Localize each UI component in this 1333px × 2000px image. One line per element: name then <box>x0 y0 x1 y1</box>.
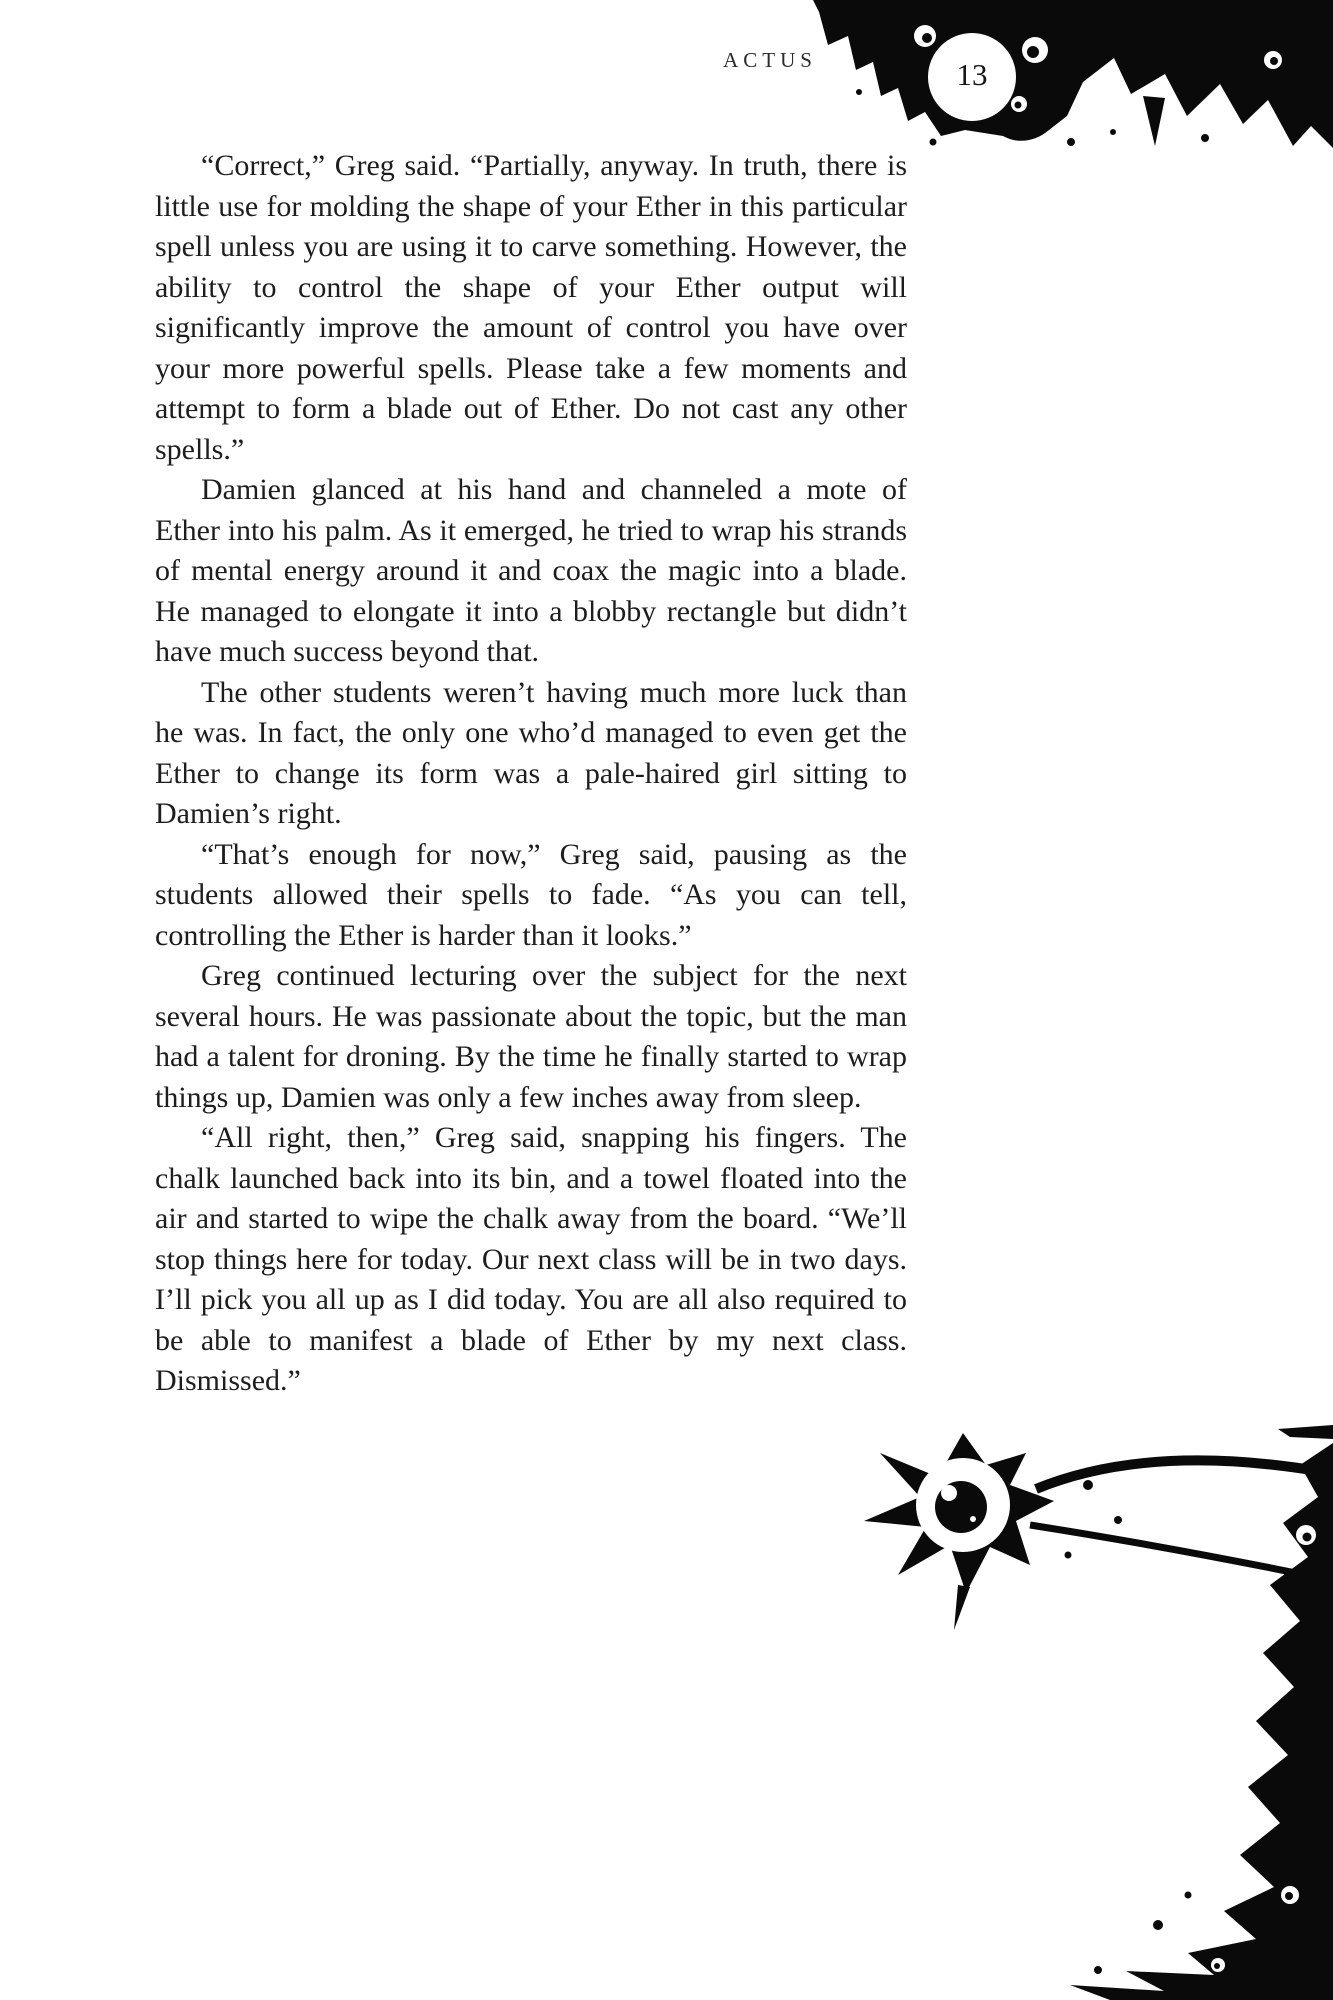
eye-icon <box>1022 37 1048 63</box>
eye-icon <box>1264 51 1282 69</box>
ink-splatter-bottom-decoration <box>858 1425 1333 2000</box>
paragraph: “That’s enough for now,” Greg said, pausing as the students allowed their spells to fade. “As you can tell, controlling the Ether is harder than it looks.” <box>155 837 907 952</box>
paragraph: The other students weren’t having much more luck than he was. In fact, the only one who’d managed to even get the Ether to change its form was a pale-haired girl sitting to Damien’s right. <box>155 675 907 830</box>
ink-corner-mass <box>1070 1443 1333 2000</box>
ink-blob <box>813 0 1333 148</box>
body-text <box>155 146 907 1402</box>
eye-icon <box>1011 96 1027 112</box>
paragraph: Greg continued lecturing over the subject for the next several hours. He was passionate about the topic, but the man had a talent for droning. By the time he finally started to wrap things up, Damien was only a few inches away from sleep. <box>155 959 907 1114</box>
paragraph: “All right, then,” Greg said, snapping his fingers. The chalk launched back into its bin, and a towel floated into the air and started to wipe the chalk away from the board. “We’ll stop things here for today. Our next class will be in two days. I’ll pick you all up as I did today. You are all also required to be able to manifest a blade of Ether by my next class. Dismissed.” <box>155 1121 907 1397</box>
eye-icon <box>1281 1886 1299 1904</box>
eye-icon <box>1211 1958 1225 1972</box>
eye-icon <box>914 25 936 47</box>
ink-tendril <box>1030 1525 1306 1575</box>
ink-streak <box>1278 1425 1333 1439</box>
eye-icon <box>916 1458 1010 1552</box>
eye-icon <box>1296 1525 1316 1545</box>
ink-tendril <box>1036 1460 1318 1489</box>
ink-drip <box>1143 96 1165 146</box>
running-header: ACTUS <box>723 48 817 72</box>
paragraph: “Correct,” Greg said. “Partially, anyway. In truth, there is little use for molding the shape of your Ether in this particular spell unless you are using it to carve something. However, the ability to control the shape of your Ether output will significantly improve the amount of control you have over your more powerful spells. Please take a few moments and attempt to form a blade out of Ether. Do not cast any other spells.” <box>155 149 907 466</box>
ink-drip <box>954 1585 970 1630</box>
paragraph: Damien glanced at his hand and channeled a mote of Ether into his palm. As it emerged, he tried to wrap his strands of mental energy around it and coax the magic into a blade. He managed to elongate it into a blobby rectangle but didn’t have much success beyond that. <box>155 473 907 668</box>
ink-splatter-top-decoration <box>813 0 1333 150</box>
page-number: 13 <box>956 57 988 92</box>
